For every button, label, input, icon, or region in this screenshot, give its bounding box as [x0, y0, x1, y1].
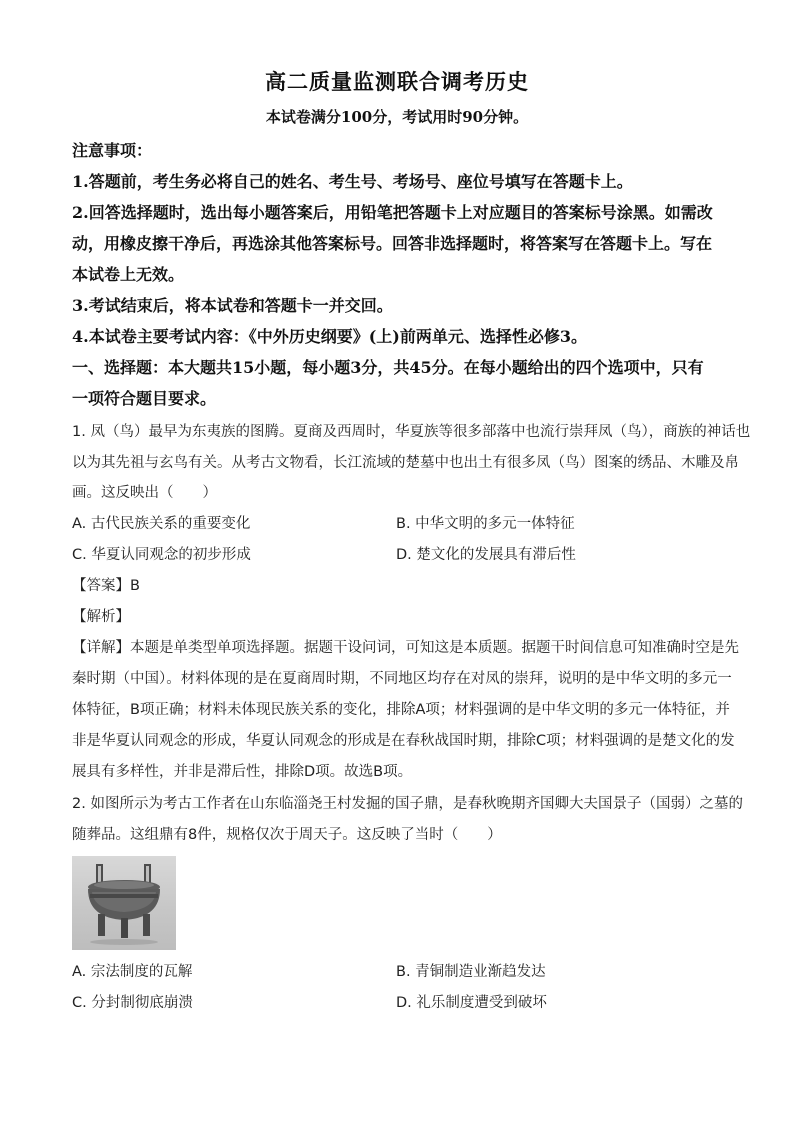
question-1-detail-line-4: 非是华夏认同观念的形成，华夏认同观念的形成是在春秋战国时期，排除C项；材料强调的是楚文化的发 — [72, 733, 735, 749]
section-heading-line-2: 一项符合题目要求。 — [72, 389, 217, 408]
note-item-1: 1.答题前，考生务必将自己的姓名、考生号、考场号、座位号填写在答题卡上。 — [72, 172, 633, 191]
note-item-2-line-1: 2.回答选择题时，选出每小题答案后，用铅笔把答题卡上对应题目的答案标号涂黑。如需改 — [72, 203, 713, 222]
bronze-ding-photo — [72, 856, 176, 950]
question-2-option-c: C. 分封制彻底崩溃 — [72, 995, 193, 1011]
note-item-2-line-2: 动，用橡皮擦干净后，再选涂其他答案标号。回答非选择题时，将答案写在答题卡上。写在 — [72, 234, 713, 253]
question-1-detail-line-5: 展具有多样性，并非是滞后性，排除D项。故选B项。 — [72, 764, 413, 780]
section-heading-line-1: 一、选择题：本大题共15小题，每小题3分，共45分。在每小题给出的四个选项中，只有 — [72, 358, 704, 377]
question-1-stem-line-2: 以为其先祖与玄鸟有关。从考古文物看，长江流域的楚墓中也出土有很多凤（鸟）图案的绣品、木雕及帛 — [72, 455, 739, 471]
question-1-stem-line-1: 1. 凤（鸟）最早为东夷族的图腾。夏商及西周时，华夏族等很多部落中也流行崇拜凤（鸟），商族的神话也 — [72, 424, 751, 440]
note-item-3: 3.考试结束后，将本试卷和答题卡一并交回。 — [72, 296, 393, 315]
question-1-option-d: D. 楚文化的发展具有滞后性 — [396, 547, 576, 563]
note-item-4: 4.本试卷主要考试内容：《中外历史纲要》(上)前两单元、选择性必修3。 — [72, 327, 587, 346]
question-1-stem-line-3: 画。这反映出（ ） — [72, 485, 217, 501]
question-1-detail-line-1: 【详解】本题是单类型单项选择题。据题干设问词，可知这是本质题。据题干时间信息可知准确时空是先 — [72, 640, 739, 656]
note-item-2-line-3: 本试卷上无效。 — [72, 265, 185, 284]
exam-info: 本试卷满分100分，考试用时90分钟。 — [265, 108, 529, 126]
question-2-option-b: B. 青铜制造业渐趋发达 — [396, 964, 546, 980]
question-2-stem-line-1: 2. 如图所示为考古工作者在山东临淄尧王村发掘的国子鼎，是春秋晚期齐国卿大夫国景子（国弱）之墓的 — [72, 796, 743, 812]
question-2-stem-line-2: 随葬品。这组鼎有8件，规格仅次于周天子。这反映了当时（ ） — [72, 827, 502, 843]
question-2-option-d: D. 礼乐制度遭受到破坏 — [396, 995, 547, 1011]
page-title: 高二质量监测联合调考历史 — [265, 69, 529, 94]
question-1-option-a: A. 古代民族关系的重要变化 — [72, 516, 251, 532]
question-1-detail-line-2: 秦时期（中国）。材料体现的是在夏商周时期，不同地区均存在对凤的崇拜，说明的是中华文明的多元一 — [72, 671, 732, 687]
notes-heading: 注意事项： — [72, 141, 153, 160]
question-1-analysis-label: 【解析】 — [72, 609, 130, 625]
question-1-option-b: B. 中华文明的多元一体特征 — [396, 516, 575, 532]
bronze-ding-illustration — [72, 856, 176, 950]
question-2-option-a: A. 宗法制度的瓦解 — [72, 964, 193, 980]
question-1-detail-line-3: 体特征，B项正确；材料未体现民族关系的变化，排除A项；材料强调的是中华文明的多元一体特征，并 — [72, 702, 730, 718]
question-1-answer: 【答案】B — [72, 578, 140, 594]
question-1-option-c: C. 华夏认同观念的初步形成 — [72, 547, 251, 563]
